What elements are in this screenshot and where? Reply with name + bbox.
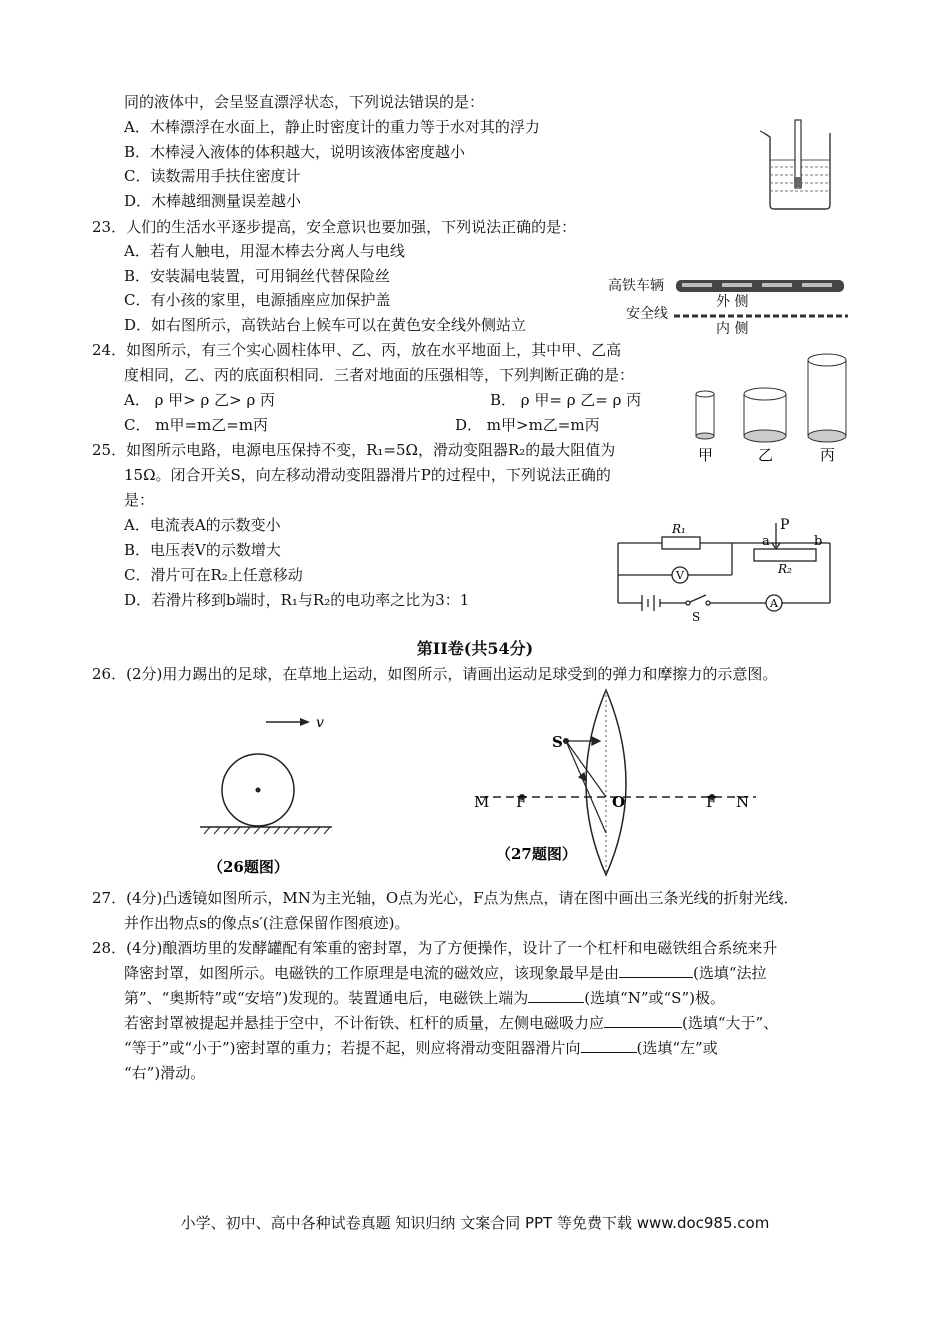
lens-label-o: O [612, 793, 626, 811]
q23-stem: 23．人们的生活水平逐步提高，安全意识也要加强，下列说法正确的是： [92, 218, 577, 236]
q25-stem-3: 是： [124, 491, 155, 509]
q22-option-d: D．木棒越细测量误差越小 [124, 192, 302, 210]
figure-26-caption: （26题图） [208, 858, 289, 876]
q28-line-5-b: (选填“左”或 [636, 1039, 718, 1057]
q25-option-d: D．若滑片移到b端时，R₁与R₂的电功率之比为3：1 [124, 591, 470, 609]
q22-option-a: A．木棒漂浮在水面上，静止时密度计的重力等于水对其的浮力 [124, 118, 540, 136]
q24-option-d: D． m甲>m乙=m丙 [455, 416, 600, 434]
cylinder-label-yi: 乙 [758, 446, 774, 464]
outer-side-label: 外 侧 [716, 294, 749, 310]
q28-line-5 [124, 1038, 718, 1058]
blank-2[interactable] [528, 988, 584, 1003]
platform-figure [608, 272, 848, 338]
safety-line-label: 安全线 [626, 306, 668, 322]
footer: 小学、初中、高中各种试卷真题 知识归纳 文案合同 PPT 等免费下载 www.doc985.com [180, 1214, 770, 1232]
q28-line-4-b: (选填“大于”、 [682, 1014, 779, 1032]
q22-option-b: B．木棒浸入液体的体积越大，说明该液体密度越小 [124, 143, 466, 161]
lens-label-f-right: F [706, 793, 717, 811]
q24-stem-1: 24．如图所示，有三个实心圆柱体甲、乙、丙，放在水平地面上，其中甲、乙高 [92, 341, 622, 359]
circuit-label-r2: R₂ [778, 562, 792, 576]
q25-option-b: B．电压表V的示数增大 [124, 541, 281, 559]
blank-4[interactable] [581, 1038, 637, 1053]
train-diagram [674, 272, 848, 338]
figure-27-caption: （27题图） [496, 845, 577, 863]
circuit-label-a: a [762, 534, 770, 549]
blank-3[interactable] [604, 1013, 682, 1028]
q28-line-3 [124, 988, 725, 1008]
q28-line-3-b: (选填“N”或“S”)极。 [584, 989, 725, 1007]
cylinder-label-jia: 甲 [698, 446, 714, 464]
q28-line-4-a: 若密封罩被提起并悬挂于空中，不计衔铁、杠杆的质量，左侧电磁吸力应 [124, 1014, 605, 1032]
q25-stem-2: 15Ω。闭合开关S，向左移动滑动变阻器滑片P的过程中，下列说法正确的 [124, 466, 611, 484]
q22-option-c: C．读数需用手扶住密度计 [124, 167, 301, 185]
q25-option-c: C．滑片可在R₂上任意移动 [124, 566, 303, 584]
lens-label-m: M [474, 793, 490, 811]
q28-line-2-b: (选填“法拉 [693, 964, 767, 982]
circuit-label-b: b [814, 534, 823, 549]
q23-option-b: B．安装漏电装置，可用铜丝代替保险丝 [124, 267, 391, 285]
circuit-label-p: P [780, 517, 790, 533]
lens-label-f-left: F [516, 793, 527, 811]
cylinders-figure [690, 350, 850, 465]
q27-text-1: 27．(4分)凸透镜如图所示，MN为主光轴，O点为光心，F点为焦点，请在图中画出三条光线的折射光线． [92, 889, 799, 907]
q26-text: 26．(2分)用力踢出的足球，在草地上运动，如图所示，请画出运动足球受到的弹力和摩擦力的示意图。 [92, 665, 778, 683]
q28-line-6: “右”)滑动。 [124, 1064, 206, 1082]
lens-figure [466, 685, 766, 880]
ball-figure [196, 700, 346, 880]
q28-line-2-a: 降密封罩，如图所示。电磁铁的工作原理是电流的磁效应，该现象最早是由 [124, 964, 620, 982]
q27-text-2: 并作出物点s的像点s′(注意保留作图痕迹)。 [124, 914, 410, 932]
beaker-figure [760, 115, 840, 213]
cylinder-label-bing: 丙 [820, 446, 836, 464]
circuit-label-v: V [676, 569, 684, 582]
velocity-label: v [316, 715, 324, 731]
lens-label-n: N [736, 793, 750, 811]
q28-line-4 [124, 1013, 778, 1033]
circuit-label-ammeter: A [770, 597, 778, 610]
blank-1[interactable] [619, 963, 693, 978]
circuit-label-s: S [692, 610, 701, 624]
q23-option-a: A．若有人触电，用湿木棒去分离人与电线 [124, 242, 405, 260]
lens-label-s: S [552, 733, 563, 751]
q23-option-d: D．如右图所示，高铁站台上候车可以在黄色安全线外侧站立 [124, 316, 527, 334]
q22-stem-end: 同的液体中，会呈竖直漂浮状态，下列说法错误的是： [124, 93, 485, 111]
q28-line-3-a: 第”、“奥斯特”或“安培”)发现的。装置通电后，电磁铁上端为 [124, 989, 529, 1007]
section-ii-title: 第II卷(共54分) [416, 639, 534, 658]
q24-option-b: B． ρ 甲= ρ 乙= ρ 丙 [490, 391, 642, 409]
q24-option-a: A． ρ 甲> ρ 乙> ρ 丙 [124, 391, 276, 409]
train-label: 高铁车辆 [608, 278, 664, 294]
circuit-label-r1: R₁ [672, 522, 686, 536]
q28-line-2 [124, 963, 767, 983]
q24-stem-2: 度相同，乙、丙的底面积相同．三者对地面的压强相等，下列判断正确的是： [124, 366, 635, 384]
inner-side-label: 内 侧 [716, 321, 749, 337]
q25-option-a: A．电流表A的示数变小 [124, 516, 281, 534]
q24-option-c: C． m甲=m乙=m丙 [124, 416, 269, 434]
q28-line-5-a: “等于”或“小于”)密封罩的重力；若提不起，则应将滑动变阻器滑片向 [124, 1039, 581, 1057]
q25-stem-1: 25．如图所示电路，电源电压保持不变，R₁=5Ω，滑动变阻器R₂的最大阻值为 [92, 441, 616, 459]
circuit-figure [614, 515, 844, 625]
q28-line-1: 28．(4分)酿酒坊里的发酵罐配有笨重的密封罩，为了方便操作，设计了一个杠杆和电磁铁组合系统来升 [92, 939, 778, 957]
q23-option-c: C．有小孩的家里，电源插座应加保护盖 [124, 291, 391, 309]
